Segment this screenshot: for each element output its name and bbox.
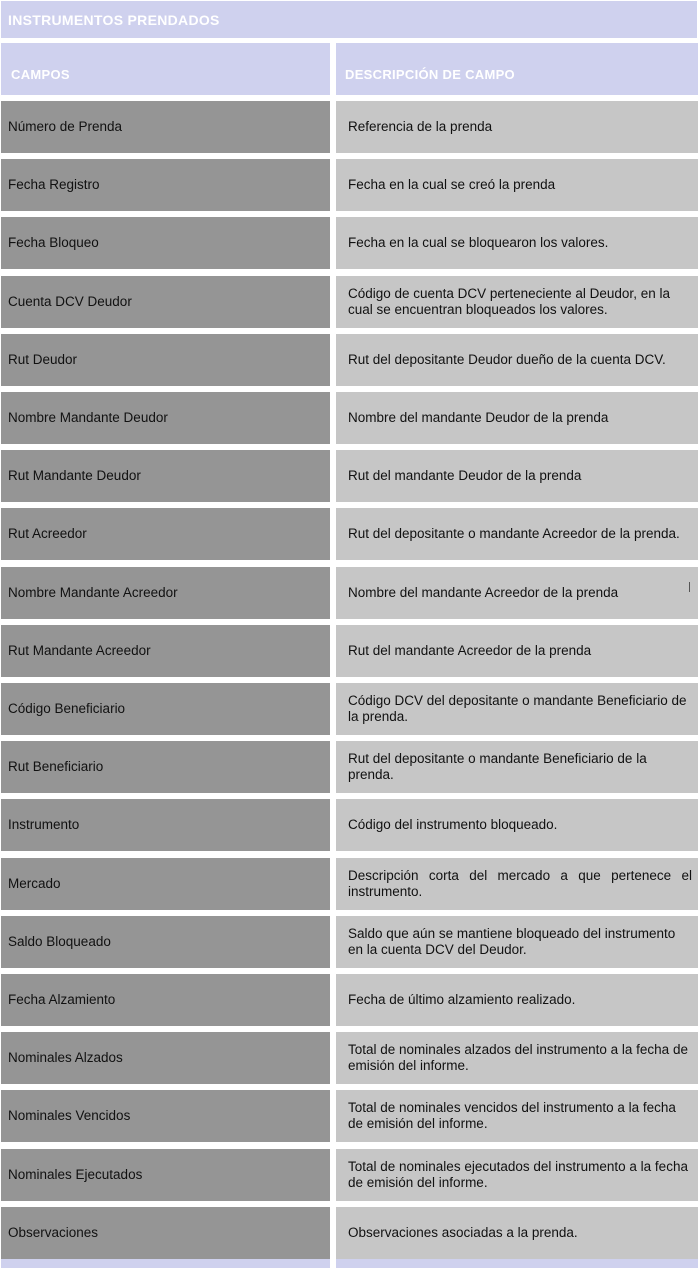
- descripcion-text: Fecha en la cual se bloquearon los valores.: [348, 235, 609, 250]
- campo-cell: [1, 1149, 330, 1201]
- campo-label: Fecha Bloqueo: [8, 235, 99, 250]
- table-header-row: [0, 43, 700, 95]
- table-row: [0, 625, 700, 677]
- campo-cell: [1, 334, 330, 386]
- campo-label: Rut Acreedor: [8, 526, 87, 541]
- footer-bar-right: [336, 1259, 698, 1268]
- campo-label: Nominales Alzados: [8, 1050, 123, 1065]
- descripcion-text: Fecha de último alzamiento realizado.: [348, 992, 576, 1007]
- campo-cell: [1, 450, 330, 502]
- table-row: [0, 392, 700, 444]
- campo-label: Rut Mandante Deudor: [8, 468, 141, 483]
- table-row: [0, 450, 700, 502]
- descripcion-text: Descripción corta del mercado a que pertenece el instrumento.: [348, 868, 692, 899]
- campo-cell: [1, 799, 330, 851]
- campo-label: Rut Deudor: [8, 352, 78, 367]
- descripcion-text: Rut del depositante Deudor dueño de la cuenta DCV.: [348, 352, 666, 367]
- descripcion-cell: [336, 858, 698, 910]
- descripcion-text: Rut del depositante o mandante Beneficiario de la prenda.: [348, 751, 647, 782]
- campo-cell: [1, 1032, 330, 1084]
- campo-cell: [1, 741, 330, 793]
- descripcion-text: Nombre del mandante Acreedor de la prenda: [348, 585, 619, 600]
- campo-label: Instrumento: [8, 817, 80, 832]
- descripcion-cell: [336, 1149, 698, 1201]
- campo-cell: [1, 1090, 330, 1142]
- descripcion-text: Rut del mandante Deudor de la prenda: [348, 468, 582, 483]
- table-row: [0, 858, 700, 910]
- table-row: [0, 334, 700, 386]
- campo-cell: [1, 217, 330, 269]
- campo-cell: [1, 159, 330, 211]
- campo-label: Saldo Bloqueado: [8, 934, 111, 949]
- descripcion-text: Código del instrumento bloqueado.: [348, 817, 558, 832]
- descripcion-text: Nombre del mandante Deudor de la prenda: [348, 410, 609, 425]
- campo-label: Número de Prenda: [8, 119, 123, 134]
- table-row: [0, 217, 700, 269]
- descripcion-cell: [336, 567, 698, 619]
- descripcion-text: Referencia de la prenda: [348, 119, 493, 134]
- table-row: [0, 508, 700, 560]
- descripcion-text: Código DCV del depositante o mandante Beneficiario de la prenda.: [348, 693, 687, 724]
- descripcion-text: Observaciones asociadas a la prenda.: [348, 1225, 578, 1240]
- table-row: [0, 276, 700, 328]
- descripcion-cell: [336, 741, 698, 793]
- campo-cell: [1, 392, 330, 444]
- descripcion-cell: [336, 334, 698, 386]
- descripcion-cell: [336, 450, 698, 502]
- table-row: [0, 916, 700, 968]
- table-row: [0, 567, 700, 619]
- descripcion-cell: [336, 276, 698, 328]
- footer-bar-left: [1, 1259, 330, 1268]
- descripcion-cell: [336, 508, 698, 560]
- descripcion-cell: [336, 799, 698, 851]
- campo-label: Rut Beneficiario: [8, 759, 104, 774]
- descripcion-cell: [336, 916, 698, 968]
- table-title: INSTRUMENTOS PRENDADOS: [1, 1, 697, 38]
- descripcion-cell: [336, 683, 698, 735]
- campo-label: Rut Mandante Acreedor: [8, 643, 151, 658]
- campo-cell: [1, 916, 330, 968]
- table-row: [0, 1207, 700, 1259]
- descripcion-cell: [336, 101, 698, 153]
- descripcion-text: Rut del mandante Acreedor de la prenda: [348, 643, 592, 658]
- descripcion-text: Rut del depositante o mandante Acreedor de la prenda.: [348, 526, 680, 541]
- campo-label: Fecha Alzamiento: [8, 992, 116, 1007]
- campo-label: Observaciones: [8, 1225, 99, 1240]
- descripcion-cell: [336, 392, 698, 444]
- table-row: [0, 799, 700, 851]
- text-cursor-mark: [689, 582, 690, 592]
- campo-label: Nominales Ejecutados: [8, 1167, 143, 1182]
- campo-label: Mercado: [8, 876, 61, 891]
- campo-cell: [1, 974, 330, 1026]
- campo-cell: [1, 101, 330, 153]
- table-row: [0, 1090, 700, 1142]
- descripcion-text: Fecha en la cual se creó la prenda: [348, 177, 556, 192]
- descripcion-cell: [336, 159, 698, 211]
- table-row: [0, 159, 700, 211]
- campo-label: Código Beneficiario: [8, 701, 126, 716]
- campo-cell: [1, 276, 330, 328]
- campo-cell: [1, 858, 330, 910]
- header-descripcion: DESCRIPCIÓN DE CAMPO: [336, 43, 698, 95]
- campo-label: Nominales Vencidos: [8, 1108, 131, 1123]
- table-row: [0, 974, 700, 1026]
- table-row: [0, 683, 700, 735]
- campo-label: Fecha Registro: [8, 177, 100, 192]
- table-row: [0, 1149, 700, 1201]
- table-row: [0, 741, 700, 793]
- table-row: [0, 101, 700, 153]
- campo-cell: [1, 567, 330, 619]
- campo-label: Cuenta DCV Deudor: [8, 294, 132, 309]
- descripcion-text: Código de cuenta DCV perteneciente al Deudor, en la cual se encuentran bloqueados los valores.: [348, 286, 670, 317]
- descripcion-cell: [336, 217, 698, 269]
- campo-cell: [1, 508, 330, 560]
- descripcion-text: Total de nominales vencidos del instrumento a la fecha de emisión del informe.: [348, 1100, 676, 1131]
- campo-label: Nombre Mandante Acreedor: [8, 585, 178, 600]
- descripcion-cell: [336, 625, 698, 677]
- descripcion-text: Total de nominales ejecutados del instrumento a la fecha de emisión del informe.: [348, 1159, 688, 1190]
- descripcion-cell: [336, 1207, 698, 1259]
- header-campos: CAMPOS: [1, 43, 330, 95]
- campo-cell: [1, 625, 330, 677]
- descripcion-cell: [336, 974, 698, 1026]
- campo-cell: [1, 683, 330, 735]
- descripcion-cell: [336, 1032, 698, 1084]
- descripcion-cell: [336, 1090, 698, 1142]
- table-row: [0, 1032, 700, 1084]
- descripcion-text: Total de nominales alzados del instrumento a la fecha de emisión del informe.: [348, 1042, 688, 1073]
- descripcion-text: Saldo que aún se mantiene bloqueado del instrumento en la cuenta DCV del Deudor.: [348, 926, 676, 957]
- campo-cell: [1, 1207, 330, 1259]
- campo-label: Nombre Mandante Deudor: [8, 410, 168, 425]
